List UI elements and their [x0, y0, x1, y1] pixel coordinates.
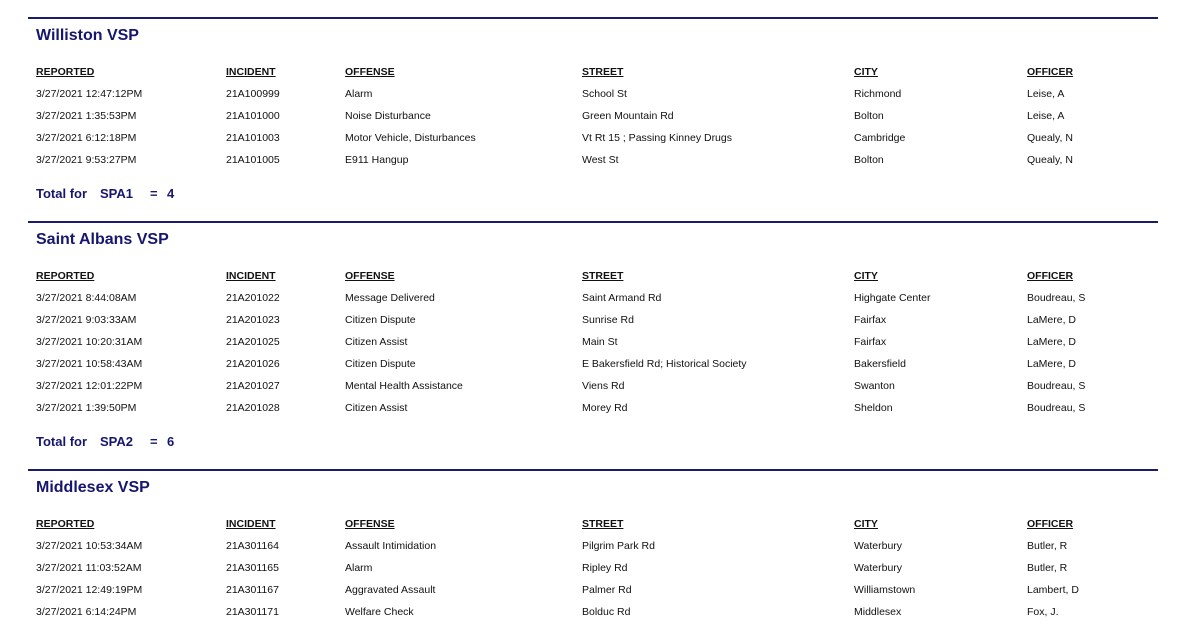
station-title: Middlesex VSP	[36, 479, 150, 496]
cell-city: Cambridge	[854, 132, 906, 144]
col-incident: INCIDENT	[226, 518, 276, 530]
cell-offense: Motor Vehicle, Disturbances	[345, 132, 476, 144]
cell-incident: 21A201026	[226, 358, 280, 370]
cell-street: E Bakersfield Rd; Historical Society	[582, 358, 747, 370]
cell-officer: Butler, R	[1027, 562, 1068, 574]
cell-reported: 3/27/2021 1:39:50PM	[36, 402, 137, 414]
cell-officer: Butler, R	[1027, 540, 1068, 552]
table-row	[28, 292, 1158, 314]
cell-offense: Welfare Check	[345, 606, 414, 618]
cell-street: Ripley Rd	[582, 562, 628, 574]
cell-street: Palmer Rd	[582, 584, 632, 596]
cell-city: Fairfax	[854, 336, 887, 348]
table-row	[28, 154, 1158, 176]
section-middlesex	[28, 469, 1158, 618]
table-row	[28, 132, 1158, 154]
cell-reported: 3/27/2021 10:20:31AM	[36, 336, 143, 348]
cell-officer: Quealy, N	[1027, 154, 1073, 166]
cell-incident: 21A301171	[226, 606, 279, 618]
cell-incident: 21A101005	[226, 154, 280, 166]
cell-street: Sunrise Rd	[582, 314, 634, 326]
total-label: Total for	[36, 186, 88, 201]
table-row	[28, 380, 1158, 402]
cell-street: Vt Rt 15 ; Passing Kinney Drugs	[582, 132, 732, 144]
table-row	[28, 336, 1158, 358]
cell-city: Richmond	[854, 88, 902, 100]
col-street: STREET	[582, 66, 624, 78]
column-header-row	[28, 270, 1158, 292]
cell-street: Viens Rd	[582, 380, 625, 392]
col-street: STREET	[582, 270, 624, 282]
total-equals: =	[150, 186, 158, 201]
cell-street: Bolduc Rd	[582, 606, 631, 618]
cell-incident: 21A201027	[226, 380, 280, 392]
table-row	[28, 606, 1158, 628]
cell-offense: Assault Intimidation	[345, 540, 437, 552]
cell-reported: 3/27/2021 11:03:52AM	[36, 562, 142, 574]
cell-officer: Boudreau, S	[1027, 380, 1086, 392]
col-reported: REPORTED	[36, 270, 95, 282]
col-city: CITY	[854, 66, 878, 78]
cell-incident: 21A201025	[226, 336, 280, 348]
cell-officer: Leise, A	[1027, 110, 1065, 122]
table-row	[28, 562, 1158, 584]
cell-offense: Mental Health Assistance	[345, 380, 463, 392]
col-street: STREET	[582, 518, 624, 530]
cell-city: Middlesex	[854, 606, 902, 618]
cell-offense: E911 Hangup	[345, 154, 409, 166]
table-row	[28, 402, 1158, 424]
cell-street: Pilgrim Park Rd	[582, 540, 655, 552]
cell-reported: 3/27/2021 1:35:53PM	[36, 110, 137, 122]
table-row	[28, 88, 1158, 110]
total-equals: =	[150, 434, 158, 449]
total-count: 6	[167, 434, 175, 449]
cell-reported: 3/27/2021 6:12:18PM	[36, 132, 137, 144]
cell-incident: 21A201023	[226, 314, 280, 326]
cell-incident: 21A101000	[226, 110, 280, 122]
table-row	[28, 584, 1158, 606]
table-row	[28, 540, 1158, 562]
cell-city: Fairfax	[854, 314, 887, 326]
col-officer: OFFICER	[1027, 270, 1074, 282]
station-title: Saint Albans VSP	[36, 231, 169, 248]
table-row	[28, 358, 1158, 380]
cell-officer: LaMere, D	[1027, 358, 1077, 370]
col-officer: OFFICER	[1027, 518, 1074, 530]
cell-city: Highgate Center	[854, 292, 931, 304]
col-reported: REPORTED	[36, 518, 95, 530]
total-code: SPA2	[100, 434, 133, 449]
cell-offense: Aggravated Assault	[345, 584, 436, 596]
cell-reported: 3/27/2021 9:53:27PM	[36, 154, 137, 166]
station-title: Williston VSP	[36, 27, 139, 44]
cell-incident: 21A101003	[226, 132, 280, 144]
col-incident: INCIDENT	[226, 66, 276, 78]
cell-officer: Lambert, D	[1027, 584, 1079, 596]
cell-street: Main St	[582, 336, 618, 348]
col-city: CITY	[854, 518, 878, 530]
section-saint-albans	[28, 221, 1158, 449]
column-header-row	[28, 66, 1158, 88]
cell-offense: Citizen Dispute	[345, 314, 416, 326]
cell-reported: 3/27/2021 9:03:33AM	[36, 314, 137, 326]
column-header-row	[28, 518, 1158, 540]
cell-offense: Citizen Assist	[345, 336, 408, 348]
cell-incident: 21A100999	[226, 88, 280, 100]
cell-reported: 3/27/2021 12:47:12PM	[36, 88, 143, 100]
cell-incident: 21A301164	[226, 540, 279, 552]
cell-officer: LaMere, D	[1027, 336, 1077, 348]
cell-officer: LaMere, D	[1027, 314, 1077, 326]
cell-offense: Citizen Assist	[345, 402, 408, 414]
cell-offense: Message Delivered	[345, 292, 435, 304]
cell-reported: 3/27/2021 10:53:34AM	[36, 540, 143, 552]
cell-offense: Citizen Dispute	[345, 358, 416, 370]
cell-officer: Leise, A	[1027, 88, 1065, 100]
cell-incident: 21A301165	[226, 562, 279, 574]
section-divider	[28, 469, 1158, 471]
col-offense: OFFENSE	[345, 518, 395, 530]
cell-city: Bakersfield	[854, 358, 906, 370]
cell-officer: Quealy, N	[1027, 132, 1073, 144]
cell-city: Williamstown	[854, 584, 916, 596]
cell-reported: 3/27/2021 12:01:22PM	[36, 380, 143, 392]
col-city: CITY	[854, 270, 878, 282]
cell-offense: Alarm	[345, 562, 373, 574]
section-williston	[28, 17, 1158, 201]
section-divider	[28, 221, 1158, 223]
cell-officer: Fox, J.	[1027, 606, 1059, 618]
cell-officer: Boudreau, S	[1027, 292, 1086, 304]
cell-incident: 21A201022	[226, 292, 280, 304]
cell-incident: 21A301167	[226, 584, 279, 596]
total-count: 4	[167, 186, 175, 201]
col-offense: OFFENSE	[345, 270, 395, 282]
table-row	[28, 110, 1158, 132]
cell-offense: Alarm	[345, 88, 373, 100]
cell-incident: 21A201028	[226, 402, 280, 414]
cell-reported: 3/27/2021 12:49:19PM	[36, 584, 143, 596]
col-officer: OFFICER	[1027, 66, 1074, 78]
cell-city: Swanton	[854, 380, 895, 392]
cell-city: Sheldon	[854, 402, 893, 414]
col-offense: OFFENSE	[345, 66, 395, 78]
col-reported: REPORTED	[36, 66, 95, 78]
cell-street: West St	[582, 154, 619, 166]
cell-street: Green Mountain Rd	[582, 110, 674, 122]
cell-street: Morey Rd	[582, 402, 628, 414]
cell-city: Waterbury	[854, 540, 903, 552]
cell-street: Saint Armand Rd	[582, 292, 662, 304]
cell-offense: Noise Disturbance	[345, 110, 431, 122]
cell-reported: 3/27/2021 8:44:08AM	[36, 292, 137, 304]
cell-city: Bolton	[854, 154, 884, 166]
table-row	[28, 314, 1158, 336]
col-incident: INCIDENT	[226, 270, 276, 282]
cell-city: Waterbury	[854, 562, 903, 574]
cell-reported: 3/27/2021 6:14:24PM	[36, 606, 137, 618]
total-code: SPA1	[100, 186, 133, 201]
cell-city: Bolton	[854, 110, 884, 122]
section-divider	[28, 17, 1158, 19]
total-label: Total for	[36, 434, 88, 449]
cell-street: School St	[582, 88, 627, 100]
cell-reported: 3/27/2021 10:58:43AM	[36, 358, 143, 370]
cell-officer: Boudreau, S	[1027, 402, 1086, 414]
